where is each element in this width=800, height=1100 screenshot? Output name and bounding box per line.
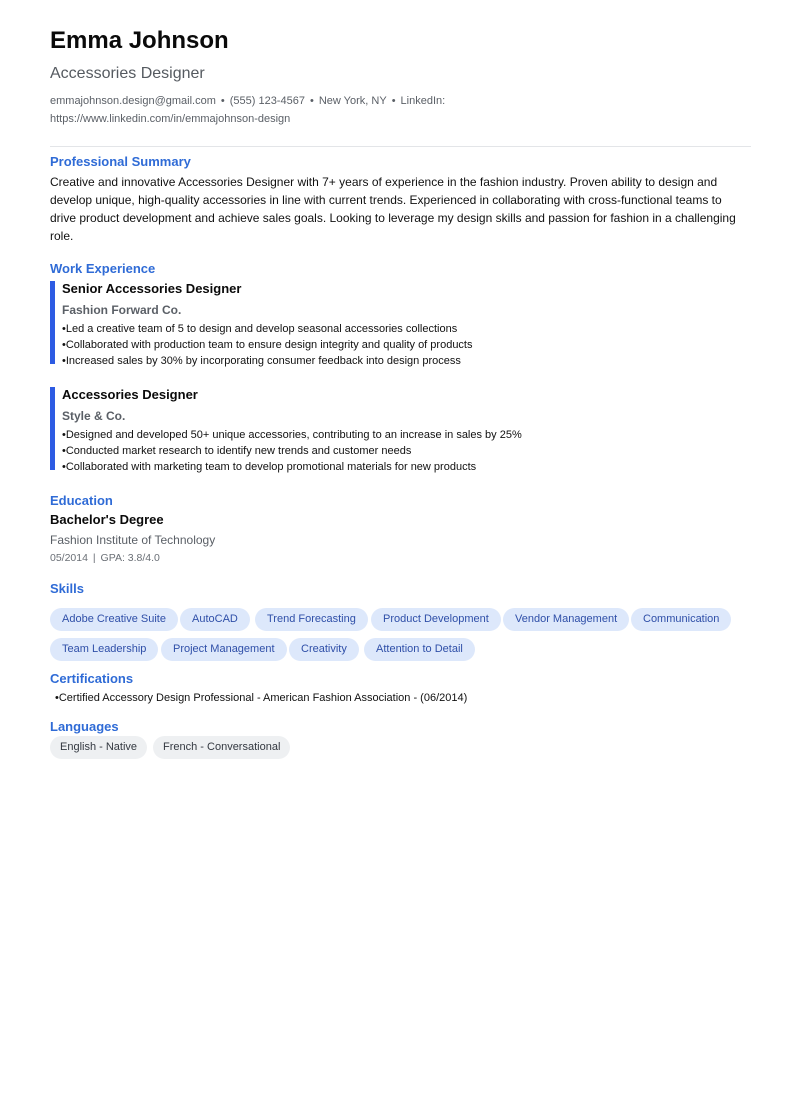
school-name: Fashion Institute of Technology (50, 533, 216, 547)
education-heading: Education (50, 493, 113, 508)
skill-chip: AutoCAD (180, 608, 250, 631)
location: New York, NY (318, 95, 387, 107)
contact-separator: • (309, 95, 314, 107)
gpa: GPA: 3.8/4.0 (100, 552, 160, 564)
linkedin-link[interactable]: https://www.linkedin.com/in/emmajohnson-design (50, 113, 291, 125)
linkedin-label: LinkedIn: (400, 95, 446, 107)
job-entry (50, 387, 750, 471)
candidate-name: Emma Johnson (50, 27, 229, 54)
summary-text: Creative and innovative Accessories Designer with 7+ years of experience in the fashion industry. Proven ability to design and develop unique, high-quality accessories in line with current trends. Experienced in collaborating with cross-functional teams to drive product development and achieve sales goals. Looking to leverage my design skills and passion for fashion in a challenging role. (50, 175, 736, 243)
education-meta (50, 552, 160, 564)
job-bullets (62, 427, 522, 475)
languages-heading: Languages (50, 719, 119, 734)
job-title: Accessories Designer (50, 65, 205, 82)
summary-heading: Professional Summary (50, 154, 191, 169)
skill-chip: Adobe Creative Suite (50, 608, 178, 631)
skill-chip: Attention to Detail (364, 638, 475, 661)
skill-chip: Trend Forecasting (255, 608, 368, 631)
contact-separator: • (220, 95, 225, 107)
email-link[interactable]: emmajohnson.design@gmail.com (50, 95, 216, 107)
job-accent-bar (50, 387, 55, 470)
graduation-date: 05/2014 (50, 552, 88, 564)
meta-separator: | (92, 552, 96, 564)
certifications-heading: Certifications (50, 671, 134, 686)
skill-chip: Communication (631, 608, 731, 631)
job-bullet: • Designed and developed 50+ unique accessories, contributing to an increase in sales by 25% (62, 427, 522, 443)
job-bullet: • Increased sales by 30% by incorporating consumer feedback into design process (62, 353, 473, 369)
job-bullet: • Conducted market research to identify new trends and customer needs (62, 443, 522, 459)
contact-info (50, 92, 490, 128)
job-company: Style & Co. (62, 409, 126, 423)
job-bullet: • Collaborated with production team to ensure design integrity and quality of products (62, 337, 473, 353)
header-divider (50, 146, 751, 147)
job-bullet: • Led a creative team of 5 to design and develop seasonal accessories collections (62, 321, 473, 337)
language-chip: French - Conversational (153, 736, 290, 759)
skill-chip: Team Leadership (50, 638, 158, 661)
skills-heading: Skills (50, 581, 84, 596)
job-bullet: • Collaborated with marketing team to develop promotional materials for new products (62, 459, 522, 475)
job-company: Fashion Forward Co. (62, 303, 182, 317)
skill-chip: Project Management (161, 638, 287, 661)
job-entry (50, 281, 750, 365)
job-bullets (62, 321, 473, 369)
job-role: Senior Accessories Designer (62, 281, 242, 296)
degree-name: Bachelor's Degree (50, 512, 164, 527)
certification-item: • Certified Accessory Design Professional - American Fashion Association - (06/2014) (55, 692, 467, 704)
job-accent-bar (50, 281, 55, 364)
language-chip: English - Native (50, 736, 147, 759)
phone-number: (555) 123-4567 (229, 95, 305, 107)
skill-chip: Product Development (371, 608, 501, 631)
skill-chip: Creativity (289, 638, 359, 661)
contact-separator: • (391, 95, 396, 107)
experience-heading: Work Experience (50, 261, 156, 276)
skill-chip: Vendor Management (503, 608, 629, 631)
job-role: Accessories Designer (62, 387, 198, 402)
